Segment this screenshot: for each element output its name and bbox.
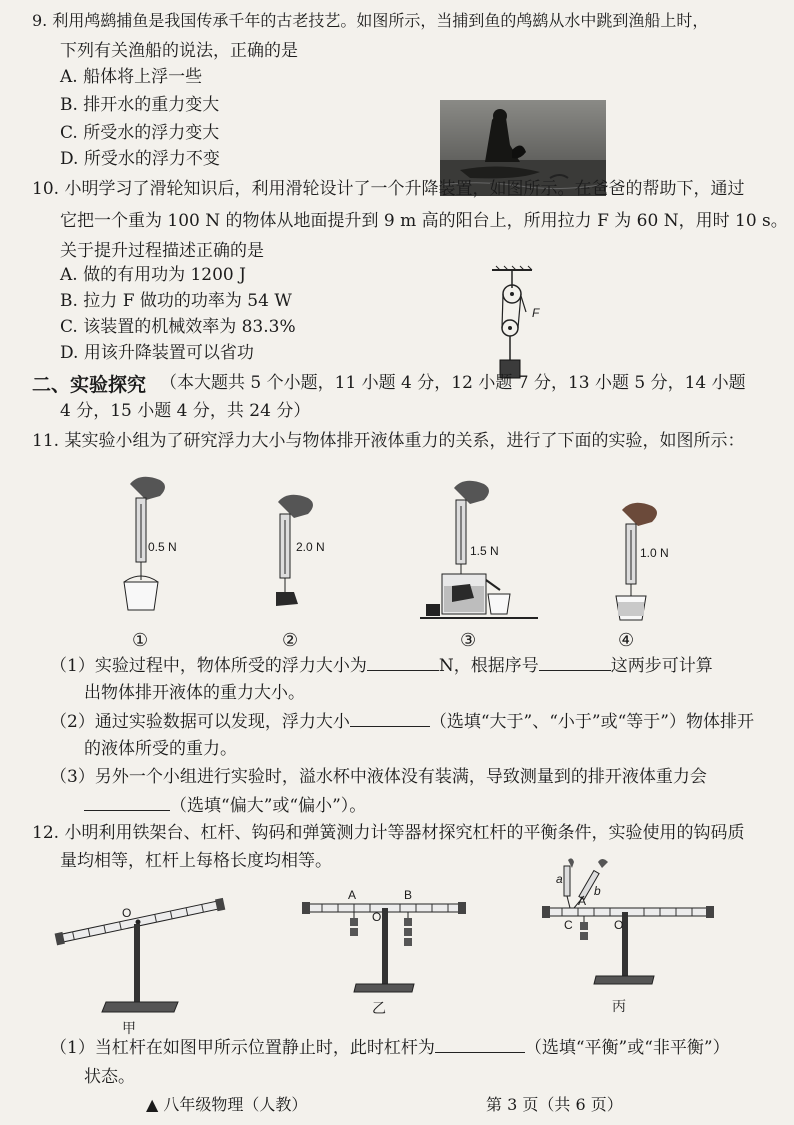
q11-part3-line2 [84,794,366,817]
lever-jia-pivot-label: O [122,906,132,920]
q9-option-d: D. 所受水的浮力不变 [60,149,220,169]
reading-2: 2.0 N [296,540,325,554]
experiment-step-1 [110,470,230,620]
q11-part1-line2: 出物体排开液体的重力大小。 [84,683,305,703]
q9-option-c: C. 所受水的浮力变大 [60,123,220,143]
q11-blank-compare[interactable] [350,710,430,727]
triangle-icon: ▲ [146,1095,159,1114]
q11-part1-text-a: （1）实验过程中，物体所受的浮力大小为 [50,656,367,676]
experiment-step-2 [262,488,382,618]
q11-part3-text-b: （选填“偏大”或“偏小”）。 [170,796,367,816]
lever-yi-caption: 乙 [372,1001,386,1017]
q11-blank-steps[interactable] [539,654,611,671]
lever-yi-point-b-label: B [404,888,413,902]
q10-option-a: A. 做的有用功为 1200 J [60,265,246,285]
footer-subject-text: 八年级物理（人教） [163,1095,308,1114]
q9-stem-line2: 下列有关渔船的说法，正确的是 [60,41,298,61]
step-marker-2: ② [282,630,299,651]
q10-option-d: D. 用该升降装置可以省功 [60,343,254,363]
q11-blank-bias[interactable] [84,794,170,811]
lever-figure-jia [50,870,240,1030]
q10-stem-line3: 关于提升过程描述正确的是 [60,241,264,261]
footer-subject [146,1092,307,1115]
q11-part1-text-c: 这两步可计算 [610,656,713,676]
q11-part2-text-b: （选填“大于”、“小于”或“等于”）物体排开 [429,712,754,732]
section-title: 二、实验探究 [32,374,147,396]
q11-part2-line2: 的液体所受的重力。 [84,739,237,759]
lever-bing-force-a-label: a [556,872,563,886]
lever-jia-caption: 甲 [122,1021,136,1037]
lever-yi-point-a-label: A [348,888,357,902]
q11-blank-buoyancy[interactable] [367,654,439,671]
q12-part1-line1 [50,1036,730,1059]
lever-yi-pivot-label: O [372,910,382,924]
lever-figure-yi [300,880,470,1010]
experiment-step-4 [608,498,728,628]
step-marker-1: ① [132,630,149,651]
section-note-line2: 4 分，15 小题 4 分，共 24 分） [60,401,311,421]
q11-part3-line1: （3）另外一个小组进行实验时，溢水杯中液体没有装满，导致测量到的排开液体重力会 [50,767,707,787]
lever-bing-point-c-label: C [564,918,573,932]
lever-figure-bing [540,856,720,996]
q9-option-a: A. 船体将上浮一些 [60,67,203,87]
pulley-force-label: F [532,306,540,320]
reading-1: 0.5 N [148,540,177,554]
pulley-diagram [488,264,548,384]
q12-stem-line2: 量均相等，杠杆上每格长度均相等。 [60,851,332,871]
lever-bing-force-b-label: b [594,884,601,898]
q10-option-c: C. 该装置的机械效率为 83.3% [60,317,296,337]
footer-page-number: 第 3 页（共 6 页） [486,1095,623,1114]
q10-stem-line2: 它把一个重为 100 N 的物体从地面提升到 9 m 高的阳台上，所用拉力 F 为 60 N，用时 10 s。 [60,211,788,231]
q12-blank-balance[interactable] [435,1036,525,1053]
section-note-line1: （本大题共 5 个小题，11 小题 4 分，12 小题 7 分，13 小题 5 分，14 小题 [160,373,746,393]
q11-part2-text-a: （2）通过实验数据可以发现，浮力大小 [50,712,350,732]
step-marker-3: ③ [460,630,477,651]
q9-option-b: B. 排开水的重力变大 [60,95,220,115]
q11-part1-line1 [50,654,713,677]
q11-part2-line1 [50,710,754,733]
q12-part1-line2: 状态。 [84,1067,135,1087]
q12-part1-text-a: （1）当杠杆在如图甲所示位置静止时，此时杠杆为 [50,1038,435,1058]
lever-bing-point-a-label: A [578,894,587,908]
q12-stem-line1: 12. 小明利用铁架台、杠杆、钩码和弹簧测力计等器材探究杠杆的平衡条件，实验使用的钩码质 [32,823,745,843]
lever-bing-caption: 丙 [612,999,626,1015]
q11-stem: 11. 某实验小组为了研究浮力大小与物体排开液体重力的关系，进行了下面的实验，如图所示： [32,431,745,451]
q11-part1-text-b: N，根据序号 [438,656,539,676]
q12-part1-text-b: （选填“平衡”或“非平衡”） [524,1038,730,1058]
q10-option-b: B. 拉力 F 做功的功率为 54 W [60,291,292,311]
step-marker-4: ④ [618,630,635,651]
lever-bing-pivot-label: O [614,918,624,932]
reading-4: 1.0 N [640,546,669,560]
reading-3: 1.5 N [470,544,499,558]
q9-stem-line1: 9. 利用鸬鹚捕鱼是我国传承千年的古老技艺。如图所示，当捕到鱼的鸬鹚从水中跳到渔船上时， [32,11,709,30]
q10-stem-line1: 10. 小明学习了滑轮知识后，利用滑轮设计了一个升降装置，如图所示。在爸爸的帮助下，通过 [32,179,745,199]
experiment-step-3 [418,474,542,624]
